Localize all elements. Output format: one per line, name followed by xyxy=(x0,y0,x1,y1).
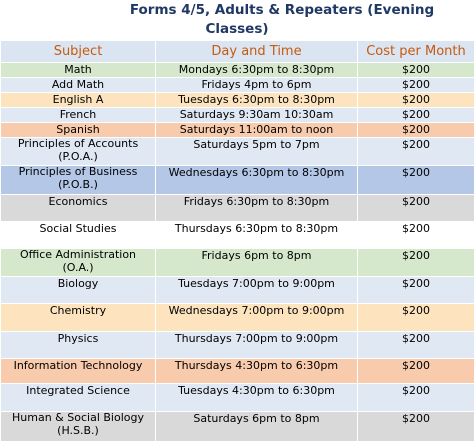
cost-cell xyxy=(358,166,474,195)
day-time-cell xyxy=(156,63,358,78)
subject-name: Chemistry xyxy=(1,304,155,317)
day-time-cell xyxy=(156,222,358,249)
subject-abbreviation: (P.O.B.) xyxy=(1,179,155,192)
schedule-table xyxy=(0,40,474,442)
day-time-text: Wednesdays 6:30pm to 8:30pm xyxy=(156,166,357,179)
cost-cell xyxy=(358,138,474,166)
subject-name: English A xyxy=(1,93,155,106)
day-time-text: Saturdays 6pm to 8pm xyxy=(156,412,357,425)
cost-text: $200 xyxy=(358,412,474,425)
cost-cell xyxy=(358,384,474,412)
subject-cell xyxy=(1,63,156,78)
day-time-cell xyxy=(156,78,358,93)
table-row xyxy=(1,222,474,249)
subject-abbreviation: (H.S.B.) xyxy=(1,425,155,438)
cost-cell xyxy=(358,412,474,442)
cost-cell xyxy=(358,304,474,332)
cost-cell xyxy=(358,277,474,304)
cost-text: $200 xyxy=(358,63,474,76)
title-line-2: Classes) xyxy=(0,20,474,39)
day-time-text: Wednesdays 7:00pm to 9:00pm xyxy=(156,304,357,317)
subject-name: Principles of Business xyxy=(1,166,155,179)
cost-text: $200 xyxy=(358,277,474,290)
subject-cell xyxy=(1,78,156,93)
cost-text: $200 xyxy=(358,332,474,345)
subject-name: Human & Social Biology xyxy=(1,412,155,425)
table-row xyxy=(1,93,474,108)
table-row xyxy=(1,277,474,304)
table-row xyxy=(1,108,474,123)
table-row xyxy=(1,412,474,442)
day-time-cell xyxy=(156,93,358,108)
subject-name: Information Technology xyxy=(1,359,155,372)
cost-text: $200 xyxy=(358,93,474,106)
subject-cell xyxy=(1,108,156,123)
column-header-cost: Cost per Month xyxy=(358,41,474,63)
day-time-cell xyxy=(156,195,358,222)
title-line-1: Forms 4/5, Adults & Repeaters (Evening xyxy=(0,1,474,20)
cost-text: $200 xyxy=(358,222,474,235)
table-row xyxy=(1,78,474,93)
day-time-text: Fridays 6:30pm to 8:30pm xyxy=(156,195,357,208)
day-time-cell xyxy=(156,332,358,359)
subject-abbreviation: (P.O.A.) xyxy=(1,151,155,164)
subject-name: Social Studies xyxy=(1,222,155,235)
day-time-text: Saturdays 5pm to 7pm xyxy=(156,138,357,151)
table-row xyxy=(1,304,474,332)
subject-cell xyxy=(1,412,156,442)
subject-cell xyxy=(1,222,156,249)
column-header-day-time: Day and Time xyxy=(156,41,358,63)
day-time-cell xyxy=(156,166,358,195)
table-row xyxy=(1,249,474,277)
subject-cell xyxy=(1,304,156,332)
subject-name: Office Administration xyxy=(1,249,155,262)
subject-name: Principles of Accounts xyxy=(1,138,155,151)
table-row xyxy=(1,123,474,138)
table-row xyxy=(1,138,474,166)
subject-abbreviation: (O.A.) xyxy=(1,262,155,275)
cost-text: $200 xyxy=(358,166,474,179)
day-time-cell xyxy=(156,138,358,166)
table-row xyxy=(1,63,474,78)
day-time-cell xyxy=(156,412,358,442)
subject-name: Physics xyxy=(1,332,155,345)
column-header-subject: Subject xyxy=(1,41,156,63)
subject-cell xyxy=(1,332,156,359)
day-time-cell xyxy=(156,108,358,123)
day-time-cell xyxy=(156,359,358,384)
day-time-cell xyxy=(156,123,358,138)
day-time-text: Fridays 6pm to 8pm xyxy=(156,249,357,262)
cost-text: $200 xyxy=(358,384,474,397)
subject-name: Math xyxy=(1,63,155,76)
day-time-cell xyxy=(156,384,358,412)
day-time-text: Thursdays 7:00pm to 9:00pm xyxy=(156,332,357,345)
cost-text: $200 xyxy=(358,138,474,151)
table-row xyxy=(1,384,474,412)
day-time-text: Tuesdays 4:30pm to 6:30pm xyxy=(156,384,357,397)
cost-text: $200 xyxy=(358,123,474,136)
cost-text: $200 xyxy=(358,249,474,262)
subject-cell xyxy=(1,359,156,384)
subject-cell xyxy=(1,277,156,304)
day-time-text: Saturdays 11:00am to noon xyxy=(156,123,357,136)
subject-name: Biology xyxy=(1,277,155,290)
day-time-cell xyxy=(156,304,358,332)
subject-name: Spanish xyxy=(1,123,155,136)
page-title xyxy=(0,0,474,40)
subject-cell xyxy=(1,384,156,412)
cost-text: $200 xyxy=(358,108,474,121)
subject-cell xyxy=(1,166,156,195)
cost-cell xyxy=(358,359,474,384)
day-time-cell xyxy=(156,277,358,304)
cost-text: $200 xyxy=(358,195,474,208)
day-time-text: Tuesdays 7:00pm to 9:00pm xyxy=(156,277,357,290)
day-time-text: Fridays 4pm to 6pm xyxy=(156,78,357,91)
table-row xyxy=(1,332,474,359)
cost-cell xyxy=(358,332,474,359)
cost-text: $200 xyxy=(358,78,474,91)
subject-cell xyxy=(1,93,156,108)
subject-name: Economics xyxy=(1,195,155,208)
subject-name: Integrated Science xyxy=(1,384,155,397)
day-time-text: Saturdays 9:30am 10:30am xyxy=(156,108,357,121)
cost-cell xyxy=(358,93,474,108)
cost-cell xyxy=(358,63,474,78)
day-time-text: Thursdays 4:30pm to 6:30pm xyxy=(156,359,357,372)
cost-cell xyxy=(358,108,474,123)
day-time-text: Mondays 6:30pm to 8:30pm xyxy=(156,63,357,76)
day-time-text: Tuesdays 6:30pm to 8:30pm xyxy=(156,93,357,106)
day-time-cell xyxy=(156,249,358,277)
subject-cell xyxy=(1,195,156,222)
cost-cell xyxy=(358,249,474,277)
cost-cell xyxy=(358,195,474,222)
subject-name: French xyxy=(1,108,155,121)
cost-cell xyxy=(358,78,474,93)
table-row xyxy=(1,359,474,384)
cost-text: $200 xyxy=(358,359,474,372)
cost-text: $200 xyxy=(358,304,474,317)
table-body xyxy=(1,63,474,442)
subject-name: Add Math xyxy=(1,78,155,91)
day-time-text: Thursdays 6:30pm to 8:30pm xyxy=(156,222,357,235)
cost-cell xyxy=(358,222,474,249)
subject-cell xyxy=(1,138,156,166)
subject-cell xyxy=(1,249,156,277)
cost-cell xyxy=(358,123,474,138)
table-header-row xyxy=(1,41,474,63)
table-row xyxy=(1,166,474,195)
subject-cell xyxy=(1,123,156,138)
table-row xyxy=(1,195,474,222)
